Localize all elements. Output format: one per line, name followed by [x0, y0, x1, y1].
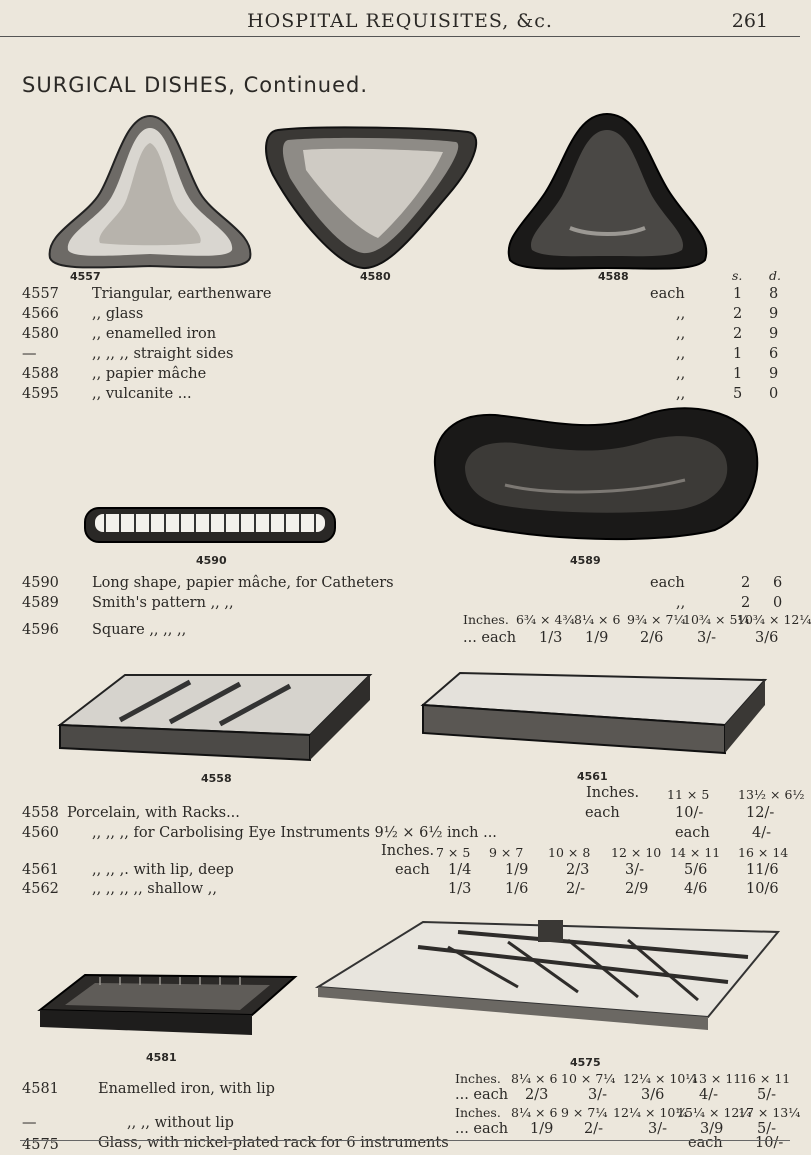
catalogue-number: 4566: [22, 306, 59, 322]
price-pence: 9: [769, 326, 779, 342]
price-cell: 4/-: [752, 825, 772, 841]
price-shillings: 2: [733, 326, 743, 342]
price-shillings: 5: [733, 386, 743, 402]
running-head: [0, 8, 800, 42]
price-cell: 3/6: [755, 630, 779, 646]
header-rule: [0, 36, 800, 37]
catalogue-number: 4562: [22, 881, 59, 897]
unit: each: [688, 1135, 723, 1151]
sizes-label: Inches.: [455, 1071, 501, 1086]
item-description: ,, ,, ,. with lip, deep: [92, 862, 234, 878]
catalogue-number: 4561: [22, 862, 59, 878]
item-description: ,, ,, ,, straight sides: [92, 346, 234, 362]
figure-caption-4558: 4558: [201, 772, 232, 785]
size-cell: 16 × 14: [738, 845, 789, 860]
section-title: SURGICAL DISHES, Continued.: [22, 73, 369, 97]
size-cell: 9 × 7¼: [561, 1105, 608, 1120]
price-cell: 2/9: [625, 881, 649, 897]
price-cell: 3/9: [700, 1121, 724, 1137]
price-pence: 8: [769, 286, 779, 302]
figure-caption-4557: 4557: [70, 270, 101, 283]
price-cell: 3/6: [641, 1087, 665, 1103]
figure-caption-4581: 4581: [146, 1051, 177, 1064]
price-cell: 2/6: [640, 630, 664, 646]
catalogue-number: —: [22, 346, 37, 362]
price-cell: 1/9: [530, 1121, 554, 1137]
item-description: Enamelled iron, with lip: [98, 1081, 275, 1097]
catalogue-number: 4560: [22, 825, 59, 841]
price-cell: 12/-: [746, 805, 775, 821]
price-cell: 4/6: [684, 881, 708, 897]
unit: each: [650, 575, 685, 591]
size-cell: 14 × 11: [670, 845, 721, 860]
price-shillings: 2: [741, 595, 751, 611]
figure-caption-4589: 4589: [570, 554, 601, 567]
price-cell: 2/-: [584, 1121, 604, 1137]
unit: ,,: [676, 386, 686, 402]
dish-4557-illustration: [40, 108, 260, 273]
dish-4588-illustration: [500, 108, 715, 273]
size-cell: 12 × 10: [611, 845, 662, 860]
price-cell: 1/6: [505, 881, 529, 897]
price-cell: 2/3: [525, 1087, 549, 1103]
price-cell: 4/-: [699, 1087, 719, 1103]
item-description: ,, papier mâche: [92, 366, 207, 382]
item-description: Smith's pattern ,, ,,: [92, 595, 234, 611]
size-cell: 8¼ × 6: [511, 1105, 558, 1120]
item-description: Long shape, papier mâche, for Catheters: [92, 575, 394, 591]
price-pence: 9: [769, 366, 779, 382]
figure-caption-4561: 4561: [577, 770, 608, 783]
price-cell: 3/-: [625, 862, 645, 878]
price-cell: 1/3: [539, 630, 563, 646]
unit: each: [395, 862, 430, 878]
unit: ,,: [676, 306, 686, 322]
catalogue-number: 4575: [22, 1137, 59, 1153]
unit: ,,: [676, 326, 686, 342]
catalogue-number: 4588: [22, 366, 59, 382]
item-description: ,, vulcanite ...: [92, 386, 192, 402]
price-cell: 3/-: [697, 630, 717, 646]
pence-column-head: d.: [769, 268, 781, 283]
price-cell: 10/-: [675, 805, 704, 821]
unit: each: [650, 286, 685, 302]
page-header-title: HOSPITAL REQUISITES, &c.: [247, 10, 553, 32]
item-description: Glass, with nickel-plated rack for 6 instruments: [98, 1135, 449, 1151]
size-cell: 10 × 7¼: [561, 1071, 616, 1086]
item-description: ,, glass: [92, 306, 144, 322]
item-description: Triangular, earthenware: [92, 286, 272, 302]
price-cell: 1/3: [448, 881, 472, 897]
size-cell: 15¼ × 12¼: [677, 1105, 752, 1120]
catalogue-number: 4595: [22, 386, 59, 402]
price-cell: 1/9: [505, 862, 529, 878]
price-pence: 0: [769, 386, 779, 402]
catalogue-number: 4557: [22, 286, 59, 302]
size-cell: 12¼ × 10¼: [623, 1071, 698, 1086]
footer-rule: [20, 1140, 790, 1141]
dish-4589-illustration: [425, 395, 765, 545]
size-cell: 10¾ × 5¼: [683, 612, 750, 627]
catalogue-number: —: [22, 1115, 37, 1131]
figure-caption-4575: 4575: [570, 1056, 601, 1069]
price-cell: 2/-: [566, 881, 586, 897]
price-pence: 6: [769, 346, 779, 362]
prices-label: ... each: [455, 1121, 509, 1137]
price-cell: 5/-: [757, 1087, 777, 1103]
figure-caption-4580: 4580: [360, 270, 391, 283]
price-pence: 9: [769, 306, 779, 322]
item-description: ,, ,, ,, for Carbolising Eye Instruments 9½ × 6½ inch ...: [92, 825, 497, 841]
item-description: Porcelain, with Racks...: [67, 805, 240, 821]
price-cell: 2/3: [566, 862, 590, 878]
size-cell: 17 × 13¼: [738, 1105, 801, 1120]
price-cell: 10/6: [746, 881, 779, 897]
sizes-label: Inches.: [381, 843, 435, 859]
price-cell: 1/4: [448, 862, 472, 878]
price-cell: 3/-: [588, 1087, 608, 1103]
unit: ,,: [676, 595, 686, 611]
item-description: ,, ,, without lip: [127, 1115, 234, 1131]
price-shillings: 2: [741, 575, 751, 591]
price-shillings: 1: [733, 286, 743, 302]
catalogue-number: 4580: [22, 326, 59, 342]
size-cell: 10¾ × 12¼: [737, 612, 811, 627]
tray-4575-illustration: [308, 912, 792, 1042]
column-head-size: 13½ × 6½: [738, 787, 805, 802]
unit: ,,: [676, 366, 686, 382]
price-cell: 11/6: [746, 862, 779, 878]
size-cell: 8¼ × 6: [574, 612, 621, 627]
price-cell: 10/-: [755, 1135, 784, 1151]
column-head-size: 11 × 5: [667, 787, 710, 802]
price-cell: 5/-: [757, 1121, 777, 1137]
size-cell: 9 × 7: [489, 845, 524, 860]
size-cell: 12¼ × 10¼: [613, 1105, 688, 1120]
catalogue-number: 4589: [22, 595, 59, 611]
unit: each: [585, 805, 620, 821]
shillings-column-head: s.: [732, 268, 743, 283]
item-description: ,, enamelled iron: [92, 326, 217, 342]
column-head-label: Inches.: [586, 785, 640, 801]
size-cell: 8¼ × 6: [511, 1071, 558, 1086]
price-shillings: 1: [733, 346, 743, 362]
dish-4580-illustration: [258, 120, 488, 275]
size-cell: 9¾ × 7¼: [627, 612, 686, 627]
tray-4581-illustration: [30, 965, 300, 1045]
price-cell: 1/9: [585, 630, 609, 646]
unit: each: [675, 825, 710, 841]
size-cell: 16 × 11: [740, 1071, 791, 1086]
size-cell: 6¾ × 4¾: [516, 612, 575, 627]
catalogue-number: 4596: [22, 622, 59, 638]
size-cell: 13 × 11: [691, 1071, 742, 1086]
prices-label: ... each: [455, 1087, 509, 1103]
price-shillings: 1: [733, 366, 743, 382]
price-shillings: 2: [733, 306, 743, 322]
tray-4558-illustration: [50, 660, 375, 775]
price-pence: 0: [773, 595, 783, 611]
dish-4590-illustration: [80, 500, 340, 550]
sizes-label: Inches.: [463, 612, 509, 627]
size-cell: 10 × 8: [548, 845, 591, 860]
tray-4561-illustration: [415, 665, 770, 765]
size-cell: 7 × 5: [436, 845, 471, 860]
figure-caption-4590: 4590: [196, 554, 227, 567]
item-description: Square ,, ,, ,,: [92, 622, 187, 638]
catalogue-number: 4581: [22, 1081, 59, 1097]
price-cell: 5/6: [684, 862, 708, 878]
catalogue-number: 4590: [22, 575, 59, 591]
figure-caption-4588: 4588: [598, 270, 629, 283]
price-cell: 3/-: [648, 1121, 668, 1137]
price-pence: 6: [773, 575, 783, 591]
sizes-label: Inches.: [455, 1105, 501, 1120]
prices-label: ... each: [463, 630, 517, 646]
item-description: ,, ,, ,, ,, shallow ,,: [92, 881, 217, 897]
catalogue-number: 4558: [22, 805, 59, 821]
unit: ,,: [676, 346, 686, 362]
page-number: 261: [731, 10, 768, 32]
